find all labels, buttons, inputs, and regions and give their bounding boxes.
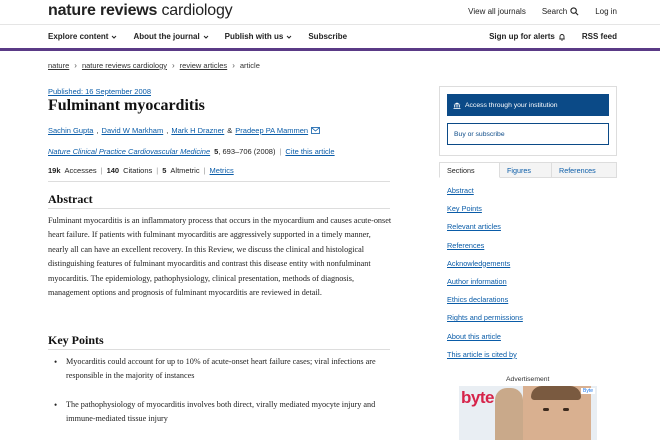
breadcrumb-review-articles[interactable]: review articles	[179, 61, 228, 70]
section-link-rights[interactable]: Rights and permissions	[447, 313, 523, 323]
key-points-heading: Key Points	[48, 333, 104, 347]
logo-light: cardiology	[157, 2, 233, 19]
article-metrics	[48, 166, 234, 175]
citations-count: 140	[106, 166, 120, 175]
header-divider	[0, 24, 660, 25]
ad-photo-person	[523, 386, 591, 440]
logo-bold: nature reviews	[48, 2, 158, 19]
advertisement-label: Advertisement	[506, 376, 550, 383]
tab-divider	[500, 177, 617, 178]
top-header	[0, 0, 660, 26]
top-links	[468, 7, 617, 16]
section-link-author-information[interactable]: Author information	[447, 276, 507, 286]
explore-content-menu[interactable]	[48, 32, 117, 41]
view-all-journals-link[interactable]: View all journals	[468, 7, 526, 16]
advertisement-banner[interactable]	[459, 386, 597, 440]
section-link-ethics[interactable]: Ethics declarations	[447, 295, 509, 305]
ad-brand-logo: byte	[461, 388, 494, 407]
journal-logo[interactable]	[48, 2, 232, 20]
about-journal-menu[interactable]	[133, 32, 208, 41]
altmetric-label: Altmetric	[170, 166, 200, 175]
ad-choices-tag[interactable]: Byte	[582, 388, 593, 394]
page-title: Fulminant myocarditis	[48, 97, 205, 114]
citation-line	[48, 147, 335, 156]
login-link[interactable]: Log in	[595, 7, 617, 16]
key-points-list	[48, 355, 392, 440]
section-link-cited-by[interactable]: This article is cited by	[447, 349, 517, 359]
author-link[interactable]: Sachin Gupta	[48, 126, 94, 135]
divider	[48, 349, 390, 350]
explore-label: Explore content	[48, 32, 109, 41]
tab-sections[interactable]: Sections	[439, 162, 500, 178]
volume-number: 5	[214, 147, 219, 156]
rss-feed-link[interactable]: RSS feed	[581, 32, 617, 41]
chevron-down-icon	[203, 34, 209, 40]
abstract-heading: Abstract	[48, 192, 93, 206]
altmetric-count: 5	[162, 166, 167, 175]
breadcrumb	[48, 61, 260, 70]
institution-icon	[453, 102, 461, 109]
subscribe-link[interactable]: Subscribe	[308, 32, 348, 41]
accesses-count: 19k	[48, 166, 61, 175]
list-item: • Myocarditis could account for up to 10% of acute-onset heart failure cases; viral infections are responsible in the majority of instances	[48, 355, 392, 383]
section-nav	[447, 186, 523, 368]
chevron-right-icon: ›	[232, 61, 235, 70]
citations-label: Citations	[123, 166, 153, 175]
chevron-right-icon: ›	[172, 61, 175, 70]
divider	[48, 181, 390, 182]
publish-label: Publish with us	[224, 32, 284, 41]
access-label: Access through your institution	[465, 101, 558, 109]
page-range: , 693–706 (2008)	[218, 147, 276, 156]
ad-photo-person	[495, 388, 523, 440]
tab-figures[interactable]: Figures	[500, 162, 552, 178]
separator: |	[156, 166, 159, 175]
author-ampersand: &	[227, 126, 233, 135]
breadcrumb-journal[interactable]: nature reviews cardiology	[81, 61, 167, 70]
author-separator: ,	[96, 126, 99, 135]
journal-name-link[interactable]: Nature Clinical Practice Cardiovascular Medicine	[48, 147, 211, 156]
section-link-about-article[interactable]: About this article	[447, 331, 501, 341]
publish-with-us-menu[interactable]	[225, 32, 293, 41]
about-label: About the journal	[133, 32, 200, 41]
breadcrumb-current: article	[239, 61, 260, 70]
author-link[interactable]: Mark H Drazner	[171, 126, 225, 135]
breadcrumb-nature[interactable]: nature	[48, 61, 70, 70]
abstract-text: Fulminant myocarditis is an inflammatory process that occurs in the myocardium and causes acute-onset heart failure. If patients with fulminant myocarditis are aggressively supported in a timely manner, nearly all can have an excellent recovery. In this Review, we discuss the clinical and histological distinguishing features of fulminant myocarditis and contrast this disease entity with nonfulminant myocarditis. The epidemiology, pathophysiology, clinical presentation, methods of diagnosis, management options and prognosis of fulminant myocarditis are reviewed in detail.	[48, 216, 392, 298]
search-icon	[570, 7, 579, 16]
author-separator: ,	[166, 126, 169, 135]
separator: |	[279, 147, 282, 156]
email-icon[interactable]	[311, 127, 320, 134]
chevron-down-icon	[111, 34, 117, 40]
author-link[interactable]: David W Markham	[101, 126, 164, 135]
bell-icon	[558, 33, 566, 41]
metrics-link[interactable]: Metrics	[209, 166, 234, 175]
buy-or-subscribe-button[interactable]: Buy or subscribe	[447, 123, 609, 145]
separator: |	[203, 166, 206, 175]
search-button[interactable]	[542, 7, 579, 16]
section-link-relevant-articles[interactable]: Relevant articles	[447, 222, 501, 232]
main-nav	[0, 26, 660, 48]
chevron-down-icon	[286, 34, 292, 40]
section-link-acknowledgements[interactable]: Acknowledgements	[447, 258, 511, 268]
section-link-abstract[interactable]: Abstract	[447, 186, 474, 195]
chevron-right-icon: ›	[74, 61, 77, 70]
nav-underline	[0, 48, 660, 51]
separator: |	[100, 166, 103, 175]
access-institution-button[interactable]	[447, 94, 609, 116]
author-link[interactable]: Pradeep PA Mammen	[235, 126, 309, 135]
divider	[48, 208, 390, 209]
sign-up-alerts-link[interactable]	[489, 32, 566, 41]
section-link-references[interactable]: References	[447, 240, 485, 250]
alerts-label: Sign up for alerts	[489, 32, 555, 41]
list-item: • The pathophysiology of myocarditis involves both direct, virally mediated myocyte injury and immune-mediated tissue injury	[48, 398, 392, 426]
section-link-key-points[interactable]: Key Points	[447, 204, 482, 214]
accesses-label: Accesses	[64, 166, 97, 175]
search-label: Search	[541, 7, 568, 16]
tab-references[interactable]: References	[552, 162, 617, 178]
published-date[interactable]: Published: 16 September 2008	[48, 87, 151, 96]
cite-this-article-link[interactable]: Cite this article	[285, 147, 335, 156]
author-list	[48, 126, 320, 135]
sidebar-tabs	[439, 162, 617, 178]
